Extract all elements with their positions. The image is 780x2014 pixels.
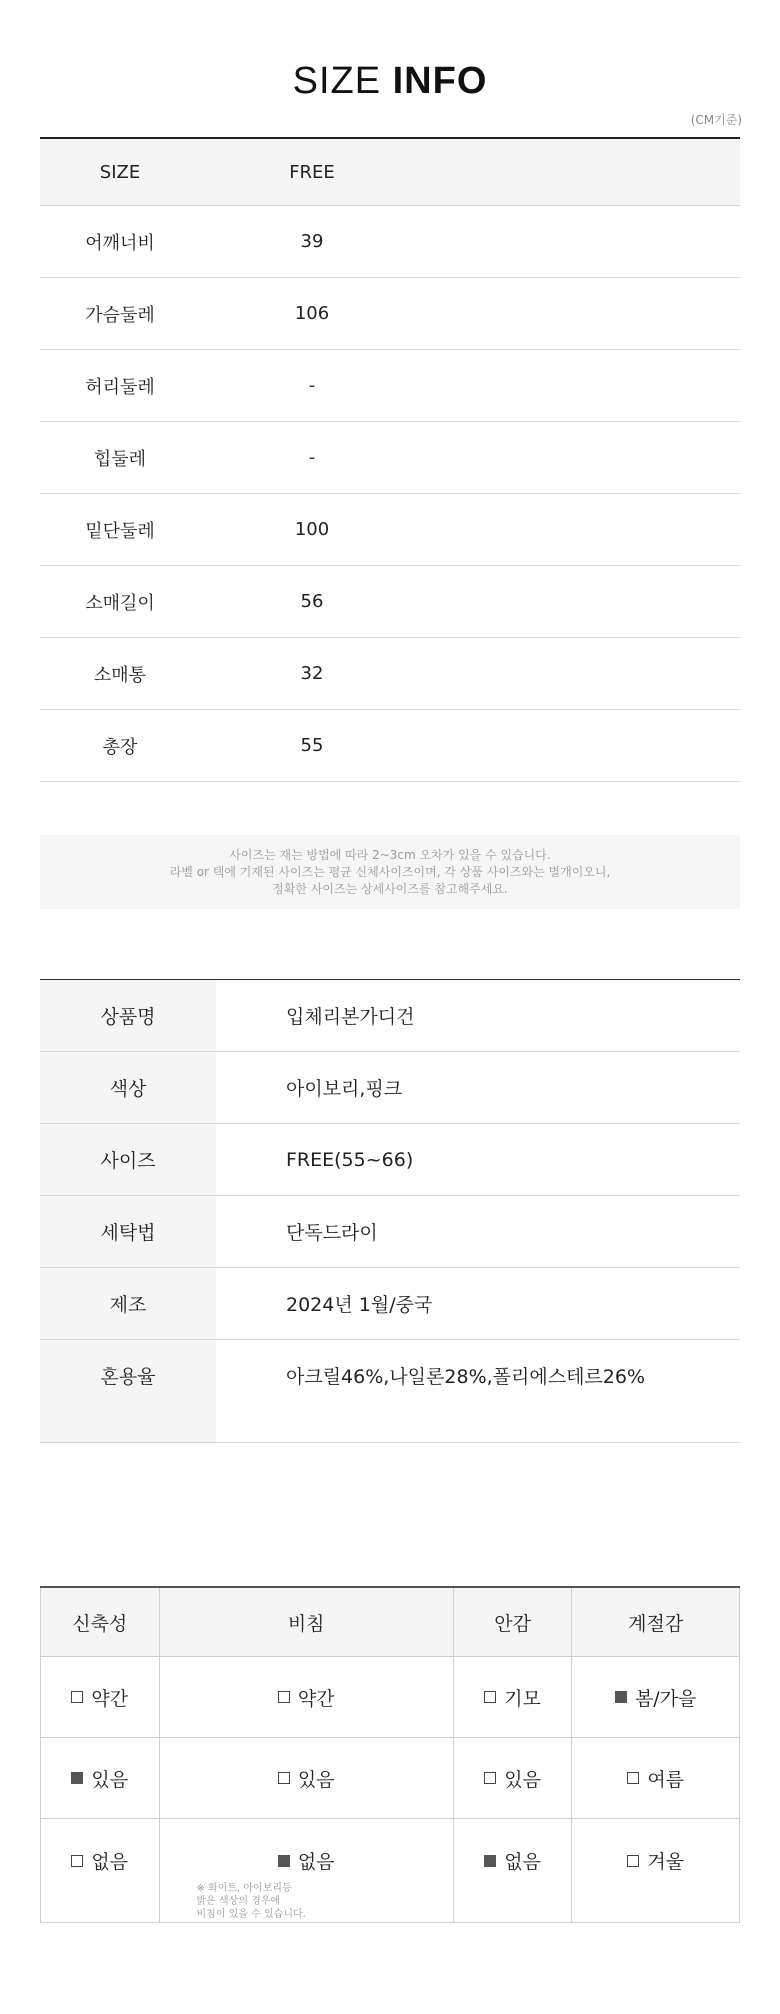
size-row-label: 밑단둘레 [40,494,200,566]
size-row-empty [424,350,740,422]
size-row-label: 힙둘레 [40,422,200,494]
feature-row [41,1657,740,1738]
size-header-label: SIZE [40,138,200,206]
feature-cell [453,1657,572,1738]
size-info-title [0,60,780,103]
feature-label: 있음 [91,1768,129,1791]
feature-label: 있음 [297,1768,335,1791]
info-row-manufacture [40,1268,740,1340]
info-value: 2024년 1월/중국 [216,1268,740,1340]
size-row [40,638,740,710]
size-table-header [40,138,740,206]
feature-label: 봄/가을 [634,1687,697,1710]
feature-cell [41,1738,160,1819]
info-value: 단독드라이 [216,1196,740,1268]
size-row [40,422,740,494]
size-row [40,206,740,278]
size-row-empty [424,566,740,638]
size-row-empty [424,494,740,566]
feature-cell [159,1657,453,1738]
feature-cell [572,1738,740,1819]
size-notice [40,835,740,909]
checkbox-icon [71,1772,83,1784]
size-row-label: 허리둘레 [40,350,200,422]
size-info-title-bold: INFO [392,60,488,102]
info-key: 혼용율 [40,1340,216,1443]
checkbox-icon [627,1855,639,1867]
info-value: FREE(55~66) [216,1124,740,1196]
feature-label: 기모 [504,1687,541,1710]
size-row-empty [424,206,740,278]
feature-label: 없음 [91,1851,129,1873]
size-row [40,494,740,566]
feature-cell [453,1738,572,1819]
size-row-value: 106 [200,278,424,350]
size-row-empty [424,278,740,350]
size-row-label: 소매통 [40,638,200,710]
size-info-title-light: SIZE [292,60,382,102]
feature-header-season: 계절감 [572,1587,740,1657]
size-row [40,710,740,782]
info-row-composition [40,1340,740,1443]
feature-header-sheer: 비침 [159,1587,453,1657]
size-header-free: FREE [200,138,424,206]
size-row-label: 총장 [40,710,200,782]
size-row-value: 56 [200,566,424,638]
checkbox-icon [484,1772,496,1784]
info-value: 아크릴46%,나일론28%,폴리에스테르26% [216,1340,740,1443]
feature-cell [572,1819,740,1923]
feature-label: 약간 [297,1687,335,1710]
checkbox-icon [484,1691,496,1703]
feature-label: 없음 [297,1851,335,1873]
size-row [40,566,740,638]
feature-cell [159,1738,453,1819]
sheer-note-line: 비침이 있을 수 있습니다. [196,1909,306,1920]
size-row-value: 32 [200,638,424,710]
info-value: 입체리본가디건 [216,980,740,1052]
info-key: 상품명 [40,980,216,1052]
checkbox-icon [278,1855,290,1867]
info-row-color [40,1052,740,1124]
checkbox-icon [71,1691,83,1703]
checkbox-icon [278,1772,290,1784]
size-row-value: - [200,422,424,494]
info-value: 아이보리,핑크 [216,1052,740,1124]
size-notice-line: 라벨 or 택에 기재된 사이즈는 평균 신체사이즈이며, 각 상품 사이즈와는 별개이오니, [169,865,611,879]
feature-cell [159,1819,453,1923]
feature-row [41,1819,740,1923]
feature-label: 없음 [504,1851,541,1873]
feature-header-row [41,1587,740,1657]
feature-row [41,1738,740,1819]
feature-cell [572,1657,740,1738]
size-row-label: 소매길이 [40,566,200,638]
checkbox-icon [278,1691,290,1703]
info-row-size [40,1124,740,1196]
info-key: 제조 [40,1268,216,1340]
feature-cell [453,1819,572,1923]
size-header-empty [424,138,740,206]
feature-header-stretch: 신축성 [41,1587,160,1657]
feature-cell [41,1819,160,1923]
feature-label: 있음 [504,1768,541,1791]
checkbox-icon [627,1772,639,1784]
info-key: 사이즈 [40,1124,216,1196]
unit-note: (CM기준) [690,113,742,127]
sheer-note [197,1882,452,1921]
sheer-note-line: ※ 화이트, 아이보리등 [196,1883,292,1894]
size-row-value: 39 [200,206,424,278]
size-row-value: 55 [200,710,424,782]
checkbox-icon [71,1855,83,1867]
info-row-name [40,980,740,1052]
feature-table [40,1586,740,1923]
size-row-empty [424,422,740,494]
size-row-empty [424,638,740,710]
size-notice-line: 사이즈는 재는 방법에 따라 2~3cm 오차가 있을 수 있습니다. [229,848,551,862]
size-row-label: 어깨너비 [40,206,200,278]
size-table [40,137,740,782]
feature-header-lining: 안감 [453,1587,572,1657]
size-row [40,350,740,422]
feature-label: 여름 [647,1768,685,1791]
checkbox-icon [484,1855,496,1867]
feature-label: 약간 [91,1687,129,1710]
size-row-value: 100 [200,494,424,566]
size-row-label: 가슴둘레 [40,278,200,350]
info-key: 색상 [40,1052,216,1124]
product-info-table [40,979,740,1443]
checkbox-icon [615,1691,627,1703]
sheer-note-line: 밝은 색상의 경우에 [196,1896,281,1907]
size-row-value: - [200,350,424,422]
feature-label: 겨울 [647,1851,685,1873]
info-key: 세탁법 [40,1196,216,1268]
size-row [40,278,740,350]
size-row-empty [424,710,740,782]
info-row-wash [40,1196,740,1268]
size-notice-line: 정확한 사이즈는 상세사이즈를 참고해주세요. [272,882,508,896]
feature-cell [41,1657,160,1738]
